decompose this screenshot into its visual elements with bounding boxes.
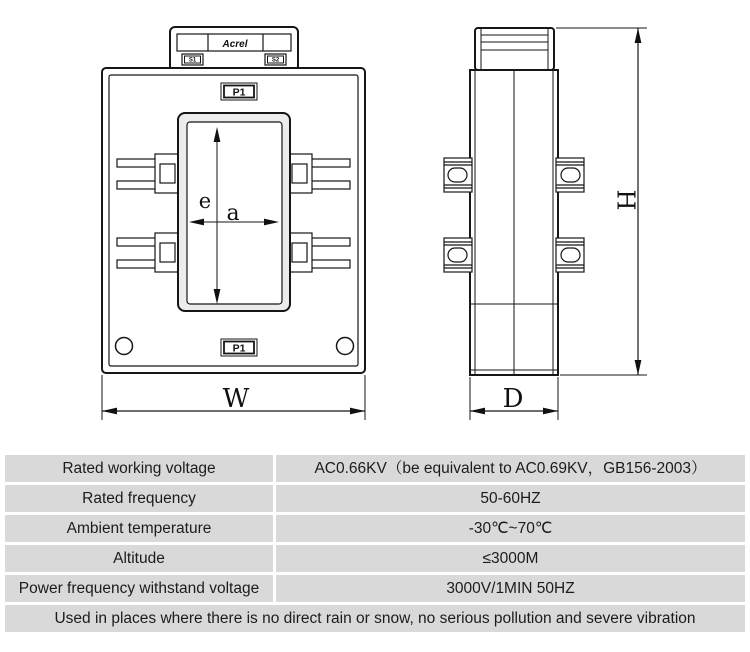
dimension-d bbox=[470, 377, 558, 420]
side-clip bbox=[556, 238, 584, 272]
dimension-h bbox=[556, 28, 647, 375]
spec-value-cell: 50-60HZ bbox=[276, 485, 745, 512]
dim-label-e: e bbox=[198, 189, 212, 213]
table-row bbox=[5, 545, 745, 572]
side-clip bbox=[444, 158, 472, 192]
spec-label-cell: Rated frequency bbox=[5, 485, 273, 512]
p1-top-label: P1 bbox=[232, 86, 246, 99]
spec-table bbox=[5, 455, 745, 635]
arrow-left-icon bbox=[470, 408, 485, 415]
side-view bbox=[444, 28, 647, 420]
table-note-row bbox=[5, 605, 745, 632]
arrow-right-icon bbox=[543, 408, 558, 415]
table-row bbox=[5, 455, 745, 482]
spec-value-cell: -30℃~70℃ bbox=[276, 515, 745, 542]
brand-logo: Acrel bbox=[222, 39, 248, 50]
p1-marking-bottom bbox=[221, 339, 257, 356]
side-clip bbox=[444, 238, 472, 272]
mounting-hole-right bbox=[337, 338, 354, 355]
table-row bbox=[5, 485, 745, 512]
dimension-w bbox=[102, 375, 365, 420]
table-row bbox=[5, 515, 745, 542]
spec-value-cell: 3000V/1MIN 50HZ bbox=[276, 575, 745, 602]
usage-note: Used in places where there is no direct rain or snow, no serious pollution and severe vibration bbox=[5, 605, 745, 632]
front-view bbox=[102, 27, 365, 420]
terminal-s1 bbox=[182, 54, 203, 65]
terminal-s2-label: S2 bbox=[271, 57, 280, 64]
terminal-s1-label: S1 bbox=[188, 57, 197, 64]
side-clip bbox=[556, 158, 584, 192]
spec-value-cell: ≤3000M bbox=[276, 545, 745, 572]
spec-label-cell: Rated working voltage bbox=[5, 455, 273, 482]
dim-label-h: H bbox=[611, 189, 640, 211]
side-cap bbox=[475, 28, 554, 70]
spec-value-cell: AC0.66KV（be equivalent to AC0.69KV，GB156-2003） bbox=[276, 455, 745, 482]
terminal-s2 bbox=[265, 54, 286, 65]
front-nameplate-cap bbox=[170, 27, 298, 71]
mounting-hole-left bbox=[116, 338, 133, 355]
dim-label-a: a bbox=[226, 201, 240, 226]
table-row bbox=[5, 575, 745, 602]
spec-label-cell: Power frequency withstand voltage bbox=[5, 575, 273, 602]
arrow-left-icon bbox=[102, 408, 117, 415]
spec-label-cell: Ambient temperature bbox=[5, 515, 273, 542]
arrow-up-icon bbox=[635, 28, 642, 43]
dim-label-d: D bbox=[502, 384, 524, 414]
spec-label-cell: Altitude bbox=[5, 545, 273, 572]
side-body bbox=[470, 70, 558, 375]
arrow-right-icon bbox=[350, 408, 365, 415]
p1-marking-top bbox=[221, 83, 257, 100]
arrow-down-icon bbox=[635, 360, 642, 375]
dim-label-w: W bbox=[222, 384, 250, 414]
p1-bottom-label: P1 bbox=[232, 342, 246, 355]
